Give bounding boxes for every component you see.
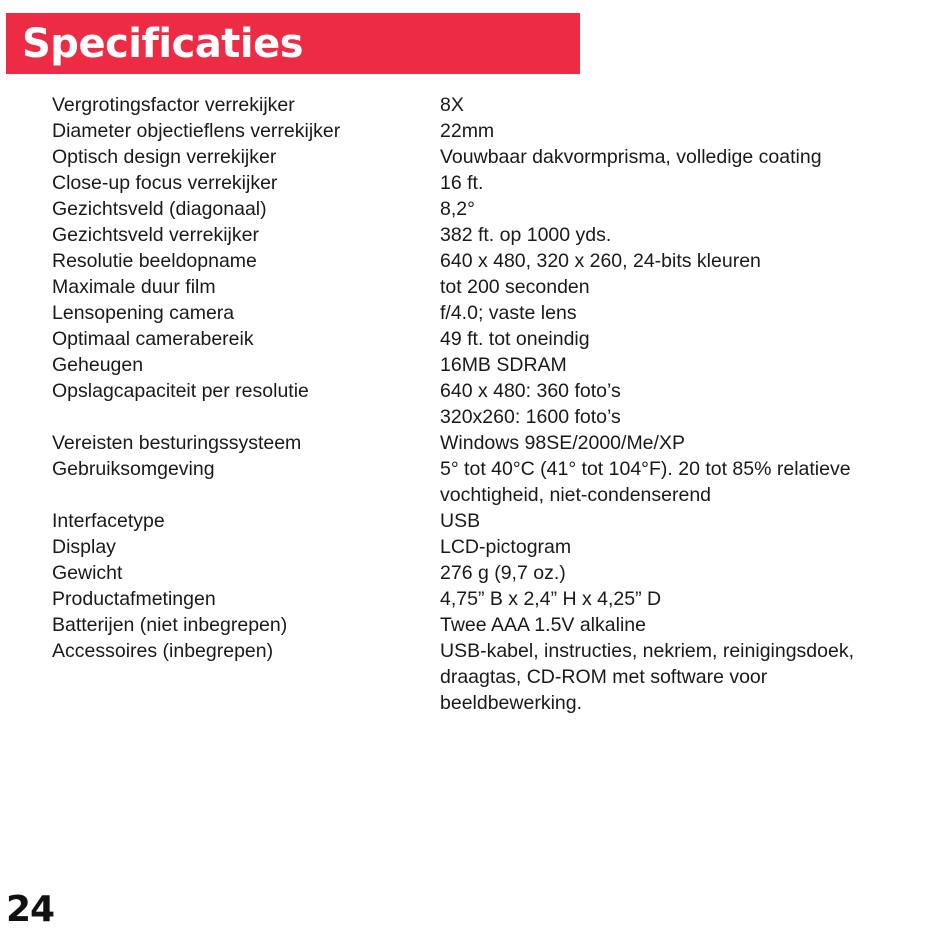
spec-value: Twee AAA 1.5V alkaline (440, 614, 646, 636)
spec-label: Display (52, 536, 116, 558)
spec-value: 49 ft. tot oneindig (440, 328, 590, 350)
spec-value: 16MB SDRAM (440, 354, 567, 376)
spec-label: Resolutie beeldopname (52, 250, 257, 272)
spec-label: Vergrotingsfactor verrekijker (52, 94, 295, 116)
header-banner (6, 13, 580, 74)
spec-label: Vereisten besturingssysteem (52, 432, 302, 454)
spec-row (52, 170, 932, 196)
spec-row (52, 560, 932, 586)
spec-row (52, 248, 932, 274)
spec-label: Batterijen (niet inbegrepen) (52, 614, 288, 636)
spec-value: 640 x 480, 320 x 260, 24-bits kleuren (440, 250, 761, 272)
spec-value: 8,2° (440, 198, 475, 220)
spec-table (52, 92, 932, 716)
spec-label: Lensopening camera (52, 302, 235, 324)
spec-value: tot 200 seconden (440, 276, 590, 298)
spec-label: Gebruiksomgeving (52, 458, 215, 480)
spec-row (52, 638, 932, 716)
spec-row (52, 196, 932, 222)
spec-value: LCD-pictogram (440, 536, 572, 558)
page-title: Specificaties (22, 21, 304, 67)
spec-value: f/4.0; vaste lens (440, 302, 577, 324)
spec-value: 382 ft. op 1000 yds. (440, 224, 612, 246)
spec-label: Gezichtsveld verrekijker (52, 224, 259, 246)
spec-label: Gezichtsveld (diagonaal) (52, 198, 267, 220)
spec-label: Interfacetype (52, 510, 165, 532)
spec-value: 4,75” B x 2,4” H x 4,25” D (440, 588, 662, 610)
spec-label: Gewicht (52, 562, 123, 584)
spec-row (52, 300, 932, 326)
spec-label: Geheugen (52, 354, 144, 376)
spec-value: USB-kabel, instructies, nekriem, reinigingsdoek, draagtas, CD-ROM met software voor beeldbewerking. (440, 640, 855, 714)
spec-row (52, 508, 932, 534)
spec-label: Optisch design verrekijker (52, 146, 277, 168)
spec-row (52, 430, 932, 456)
spec-label: Diameter objectieflens verrekijker (52, 120, 341, 142)
spec-row (52, 612, 932, 638)
spec-value: USB (440, 510, 481, 532)
spec-row (52, 118, 932, 144)
spec-row (52, 326, 932, 352)
spec-value: Windows 98SE/2000/Me/XP (440, 432, 685, 454)
spec-row (52, 586, 932, 612)
spec-value: 5° tot 40°C (41° tot 104°F). 20 tot 85% relatieve vochtigheid, niet-condenserend (440, 458, 851, 506)
page-number: 24 (6, 889, 55, 930)
spec-row (52, 144, 932, 170)
spec-label: Maximale duur film (52, 276, 216, 298)
spec-row (52, 456, 932, 508)
spec-value: 276 g (9,7 oz.) (440, 562, 566, 584)
spec-label: Accessoires (inbegrepen) (52, 640, 274, 662)
spec-value: 8X (440, 94, 464, 116)
spec-value: 640 x 480: 360 foto’s 320x260: 1600 foto’s (440, 380, 621, 428)
spec-label: Close-up focus verrekijker (52, 172, 278, 194)
spec-row (52, 534, 932, 560)
spec-label: Productafmetingen (52, 588, 216, 610)
spec-row (52, 274, 932, 300)
spec-value: Vouwbaar dakvormprisma, volledige coating (440, 146, 822, 168)
spec-row (52, 222, 932, 248)
spec-row (52, 92, 932, 118)
spec-label: Optimaal camerabereik (52, 328, 254, 350)
spec-label: Opslagcapaciteit per resolutie (52, 380, 309, 402)
spec-row (52, 352, 932, 378)
spec-value: 22mm (440, 120, 495, 142)
spec-value: 16 ft. (440, 172, 484, 194)
spec-row (52, 378, 932, 430)
